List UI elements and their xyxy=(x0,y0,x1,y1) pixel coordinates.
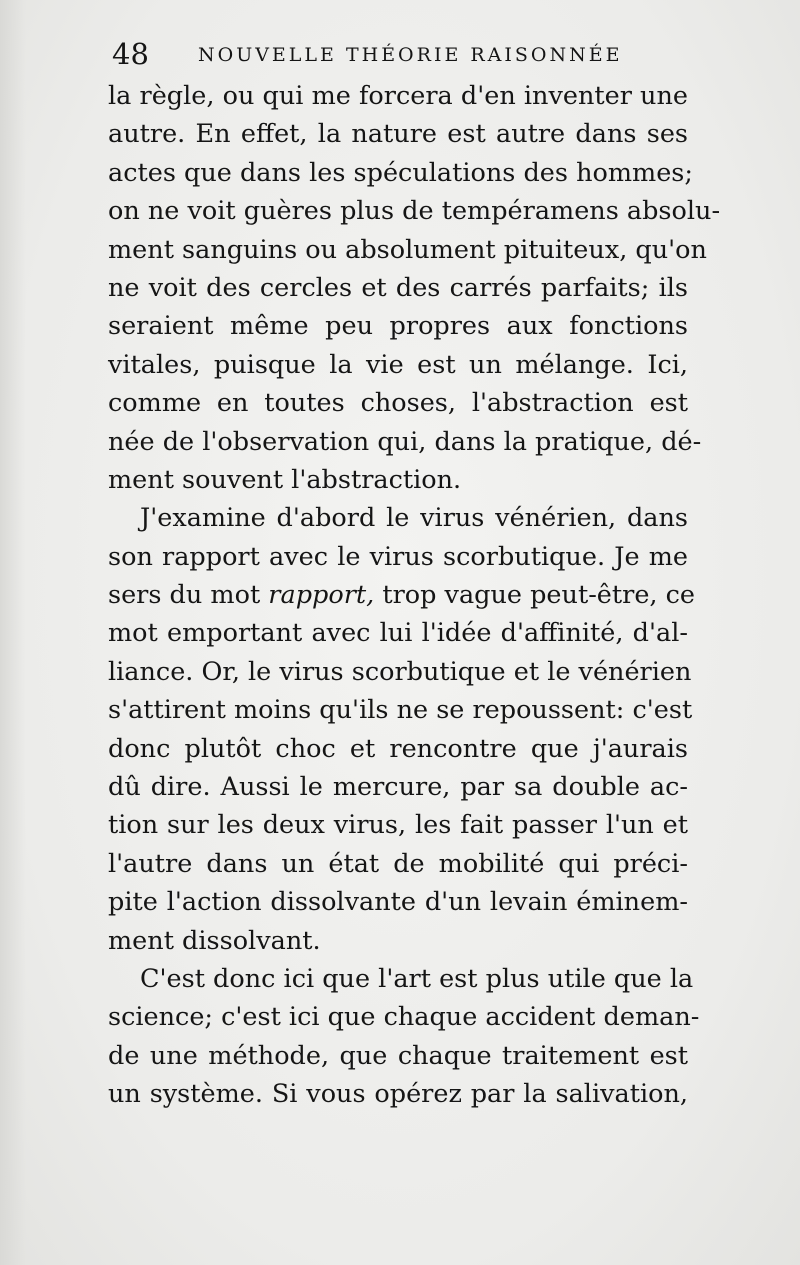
text-line: la règle, ou qui me forcera d'en inventer une xyxy=(108,81,688,111)
text-line: née de l'observation qui, dans la pratique, dé- xyxy=(108,426,702,457)
text-line: ne voit des cercles et des carrés parfaits; ils xyxy=(108,272,688,303)
running-title: NOUVELLE THÉORIE RAISONNÉE xyxy=(198,44,623,66)
text-line: ment dissolvant. xyxy=(108,925,321,956)
text-line: liance. Or, le virus scorbutique et le vénérien xyxy=(108,656,692,687)
text-line: dû dire. Aussi le mercure, par sa double ac- xyxy=(108,772,688,803)
text-line: mot emportant avec lui l'idée d'affinité, d'al- xyxy=(108,618,688,649)
text-line: s'attirent moins qu'ils ne se repoussent: c'est xyxy=(108,695,693,726)
paragraph-first-line: J'examine d'abord le virus vénérien, dans xyxy=(140,503,688,534)
text-line: comme en toutes choses, l'abstraction est xyxy=(108,388,688,419)
text-line: pite l'action dissolvante d'un levain éminem- xyxy=(108,887,688,918)
text-line: autre. En effet, la nature est autre dans ses xyxy=(108,119,688,150)
page-number: 48 xyxy=(112,37,149,71)
text-line: vitales, puisque la vie est un mélange. Ici, xyxy=(108,349,688,380)
text-line: donc plutôt choc et rencontre que j'aurais xyxy=(108,733,688,764)
page-gutter-shadow xyxy=(0,0,26,1265)
text-line: un système. Si vous opérez par la salivation, xyxy=(108,1079,688,1110)
text-line: l'autre dans un état de mobilité qui préci- xyxy=(108,848,688,879)
text-line: science; c'est ici que chaque accident deman- xyxy=(108,1002,700,1033)
text-line: seraient même peu propres aux fonctions xyxy=(108,311,688,342)
text-segment: trop vague peut-être, ce xyxy=(374,580,696,611)
text-line: ment sanguins ou absolument pituiteux, qu'on xyxy=(108,234,707,265)
text-line: son rapport avec le virus scorbutique. Je me xyxy=(108,541,688,572)
italic-word: rapport, xyxy=(268,580,375,611)
text-line: de une méthode, que chaque traitement est xyxy=(108,1040,688,1071)
running-head xyxy=(112,34,672,74)
text-line: actes que dans les spéculations des hommes; xyxy=(108,157,693,188)
paragraph-first-line: C'est donc ici que l'art est plus utile que la xyxy=(140,963,694,994)
text-line: on ne voit guères plus de tempéramens absolu- xyxy=(108,196,721,227)
text-line: ment souvent l'abstraction. xyxy=(108,464,462,495)
body-text xyxy=(108,77,721,1114)
text-segment: sers du mot xyxy=(108,580,269,611)
text-line: tion sur les deux virus, les fait passer l'un et xyxy=(108,810,688,841)
text-line-with-italic xyxy=(108,576,696,614)
